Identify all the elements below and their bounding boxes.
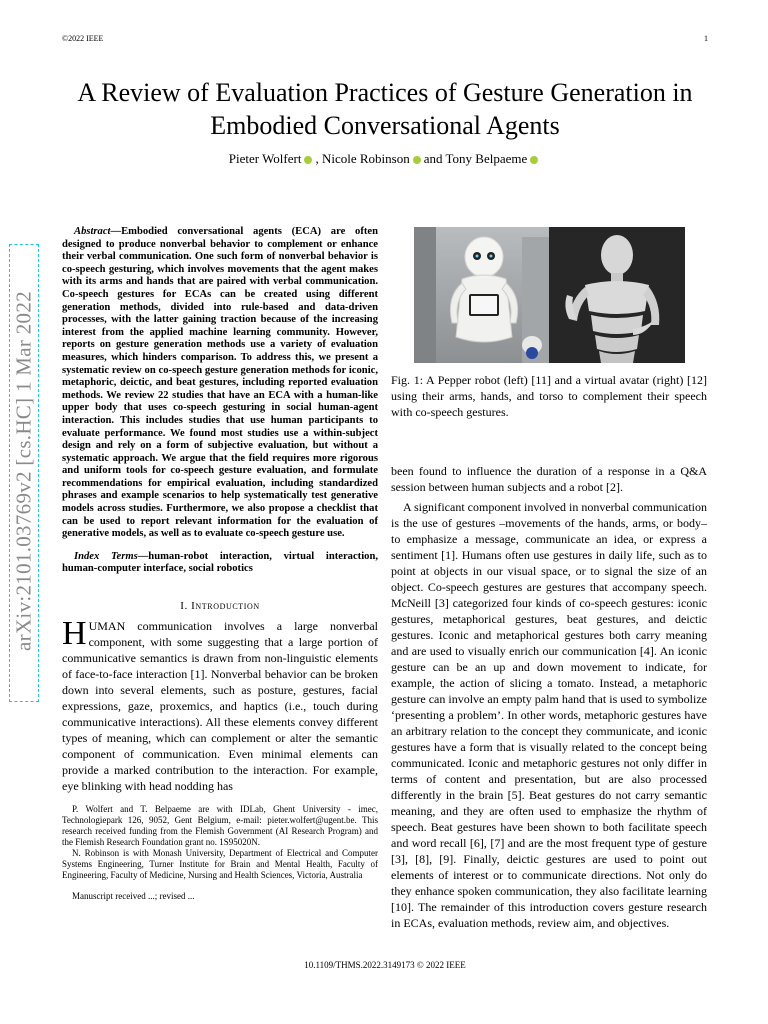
index-terms [62, 551, 378, 576]
author-name: , Nicole Robinson [315, 151, 410, 166]
abstract [62, 226, 378, 541]
abstract-label: Abstract [74, 226, 111, 237]
author-list [62, 151, 708, 167]
index-terms-label: Index Terms [74, 550, 138, 562]
intro-paragraph-continued: been found to influence the duration of a response in a Q&A session between human subjects and a robot [2]. [391, 464, 707, 494]
right-column [391, 463, 707, 931]
intro-paragraph-2: A significant component involved in nonverbal communication is the use of gestures –movements of the hands, arms, or body– to emphasize a message, communicate an idea, or express a sentiment [1]. Humans often use gestures in daily life, such as to point at objects in our visual space, or to signal the size of an object. Co-speech gestures are gestures that accompany speech. McNeill [3] categorized four kinds of co-speech gestures: iconic gestures, metaphorical gestures, beat gestures, and deictic gestures. Iconic and metaphorical gestures both carry meaning and are used to visually enrich our communication [4]. An iconic gesture can be an up and down movement to indicate, for example, the action of slicing a tomato. Instead, a metaphoric gesture can involve an empty palm hand that is used to symbolize ‘presenting a problem’. In other words, metaphoric gestures have an arbitrary relation to the concept they communicate, and iconic gestures have a form that is visually related to the concept being communicated. Iconic and metaphoric gestures not only differ in terms of content and presentation, but are also processed differently in the brain [5]. Beat gestures do not carry semantic meaning, and they are often used to emphasize the rhythm of speech. Beat gestures have been shown to both facilitate speech and word recall [6], [7] and are the most frequent type of gesture [3], [8], [9]. Finally, deictic gestures are used to point out elements of interest or to communicate directions. Not only do they enhance spoken communication, they also facilitate learning [10]. The remainder of this introduction covers gesture research in ECAs, evaluation methods, review aim, and objectives. [391, 500, 707, 930]
footnote-affiliation-2: N. Robinson is with Monash University, Department of Electrical and Computer Systems Engineering, Turner Institute for Brain and Mental Health, Faculty of Engineering, Faculty of Medicine, Nursing and Health Sciences, Victoria, Australia [62, 848, 378, 881]
section-title: Introduction [191, 600, 260, 613]
abstract-text: —Embodied conversational agents (ECA) are often designed to produce nonverbal behavior to complement or enhance their verbal communication. One such form of nonverbal behavior is co-speech gesturing, which involves movements that the agent makes with its arms and hands that are paired with verbal communication. Co-speech gestures for ECAs can be created using different generation methods, divided into rule-based and data-driven processes, with the latter gaining traction because of the increasing interest from the applied machine learning community. However, reports on gesture generation methods use a variety of evaluation measures, which hinders comparison. To address this, we present a systematic review on co-speech gesture generation methods for iconic, metaphoric, deictic, and beat gestures, including reported evaluation methods. We review 22 studies that have an ECA with a human-like upper body that uses co-speech gesturing in social human-agent interaction. This includes studies that use human participants to evaluate performance. We found most studies use a within-subject design and rely on a form of subjective evaluation, but without a systematic approach. We argue that the field requires more rigorous and uniform tools for co-speech gesture evaluation, and formulate recommendations for empirical evaluation, including standardized phrases and example scenarios to help systematically test generative models across studies. Furthermore, we also propose a checklist that can be used to report relevant information for the evaluation of generative models, as well as to evaluate co-speech gesture use. [62, 226, 378, 540]
pepper-robot-photo [414, 227, 549, 363]
left-column [62, 226, 378, 902]
page-number: 1 [704, 34, 708, 43]
paper-title: A Review of Evaluation Practices of Gesture Generation in Embodied Conversational Agents [77, 78, 693, 140]
virtual-avatar-render [549, 227, 685, 363]
footer-doi: 10.1109/THMS.2022.3149173 © 2022 IEEE [304, 960, 466, 970]
figure-caption: Fig. 1: A Pepper robot (left) [11] and a virtual avatar (right) [12] using their arms, hands, and torso to complement their speech with co-speech gestures. [391, 373, 707, 419]
orcid-icon[interactable] [530, 156, 538, 164]
intro-paragraph [62, 615, 378, 794]
footnotes [62, 804, 378, 902]
orcid-icon[interactable] [413, 156, 421, 164]
footnote-affiliation-1: P. Wolfert and T. Belpaeme are with IDLab, Ghent University - imec, Technologiepark 126, 9052, Gent Belgium, e-mail: pieter.wolfert@ugent.be. This research received funding from the Flemish Government (AI Research Program) and the Flemish Research Foundation grant no. 1S95020N. [62, 804, 378, 848]
author-name: and Tony Belpaeme [423, 151, 528, 166]
copyright-notice: ©2022 IEEE [62, 34, 104, 43]
author-name: Pieter Wolfert [228, 151, 302, 166]
section-heading [62, 600, 378, 612]
intro-paragraph-text: UMAN communication involves a large nonverbal component, with some suggesting that a large portion of communicative semantics is drawn from non-linguistic elements of face-to-face interaction [1]. Nonverbal behavior can be broken down into several elements, such as posture, gestures, facial expressions, gaze, proxemics, and haptics (i.e., touch during communicative interactions). All these elements convey different types of meaning, which can complement or alter the semantic component of communication. Even minimal elements can provide a marked contribution to the interaction. For example, eye blinking with head nodding has [62, 619, 378, 794]
section-number: I. [180, 600, 188, 613]
footnote-manuscript: Manuscript received ...; revised ... [72, 891, 195, 902]
index-terms-text: —human-robot interaction, virtual interaction, human-computer interface, social robotics [62, 550, 378, 575]
arxiv-stamp[interactable] [0, 0, 48, 1024]
arxiv-identifier[interactable]: arXiv:2101.03769v2 [cs.HC] 1 Mar 2022 [11, 291, 36, 651]
figure-1 [414, 227, 685, 363]
orcid-icon[interactable] [304, 156, 312, 164]
drop-cap: H [62, 615, 87, 653]
